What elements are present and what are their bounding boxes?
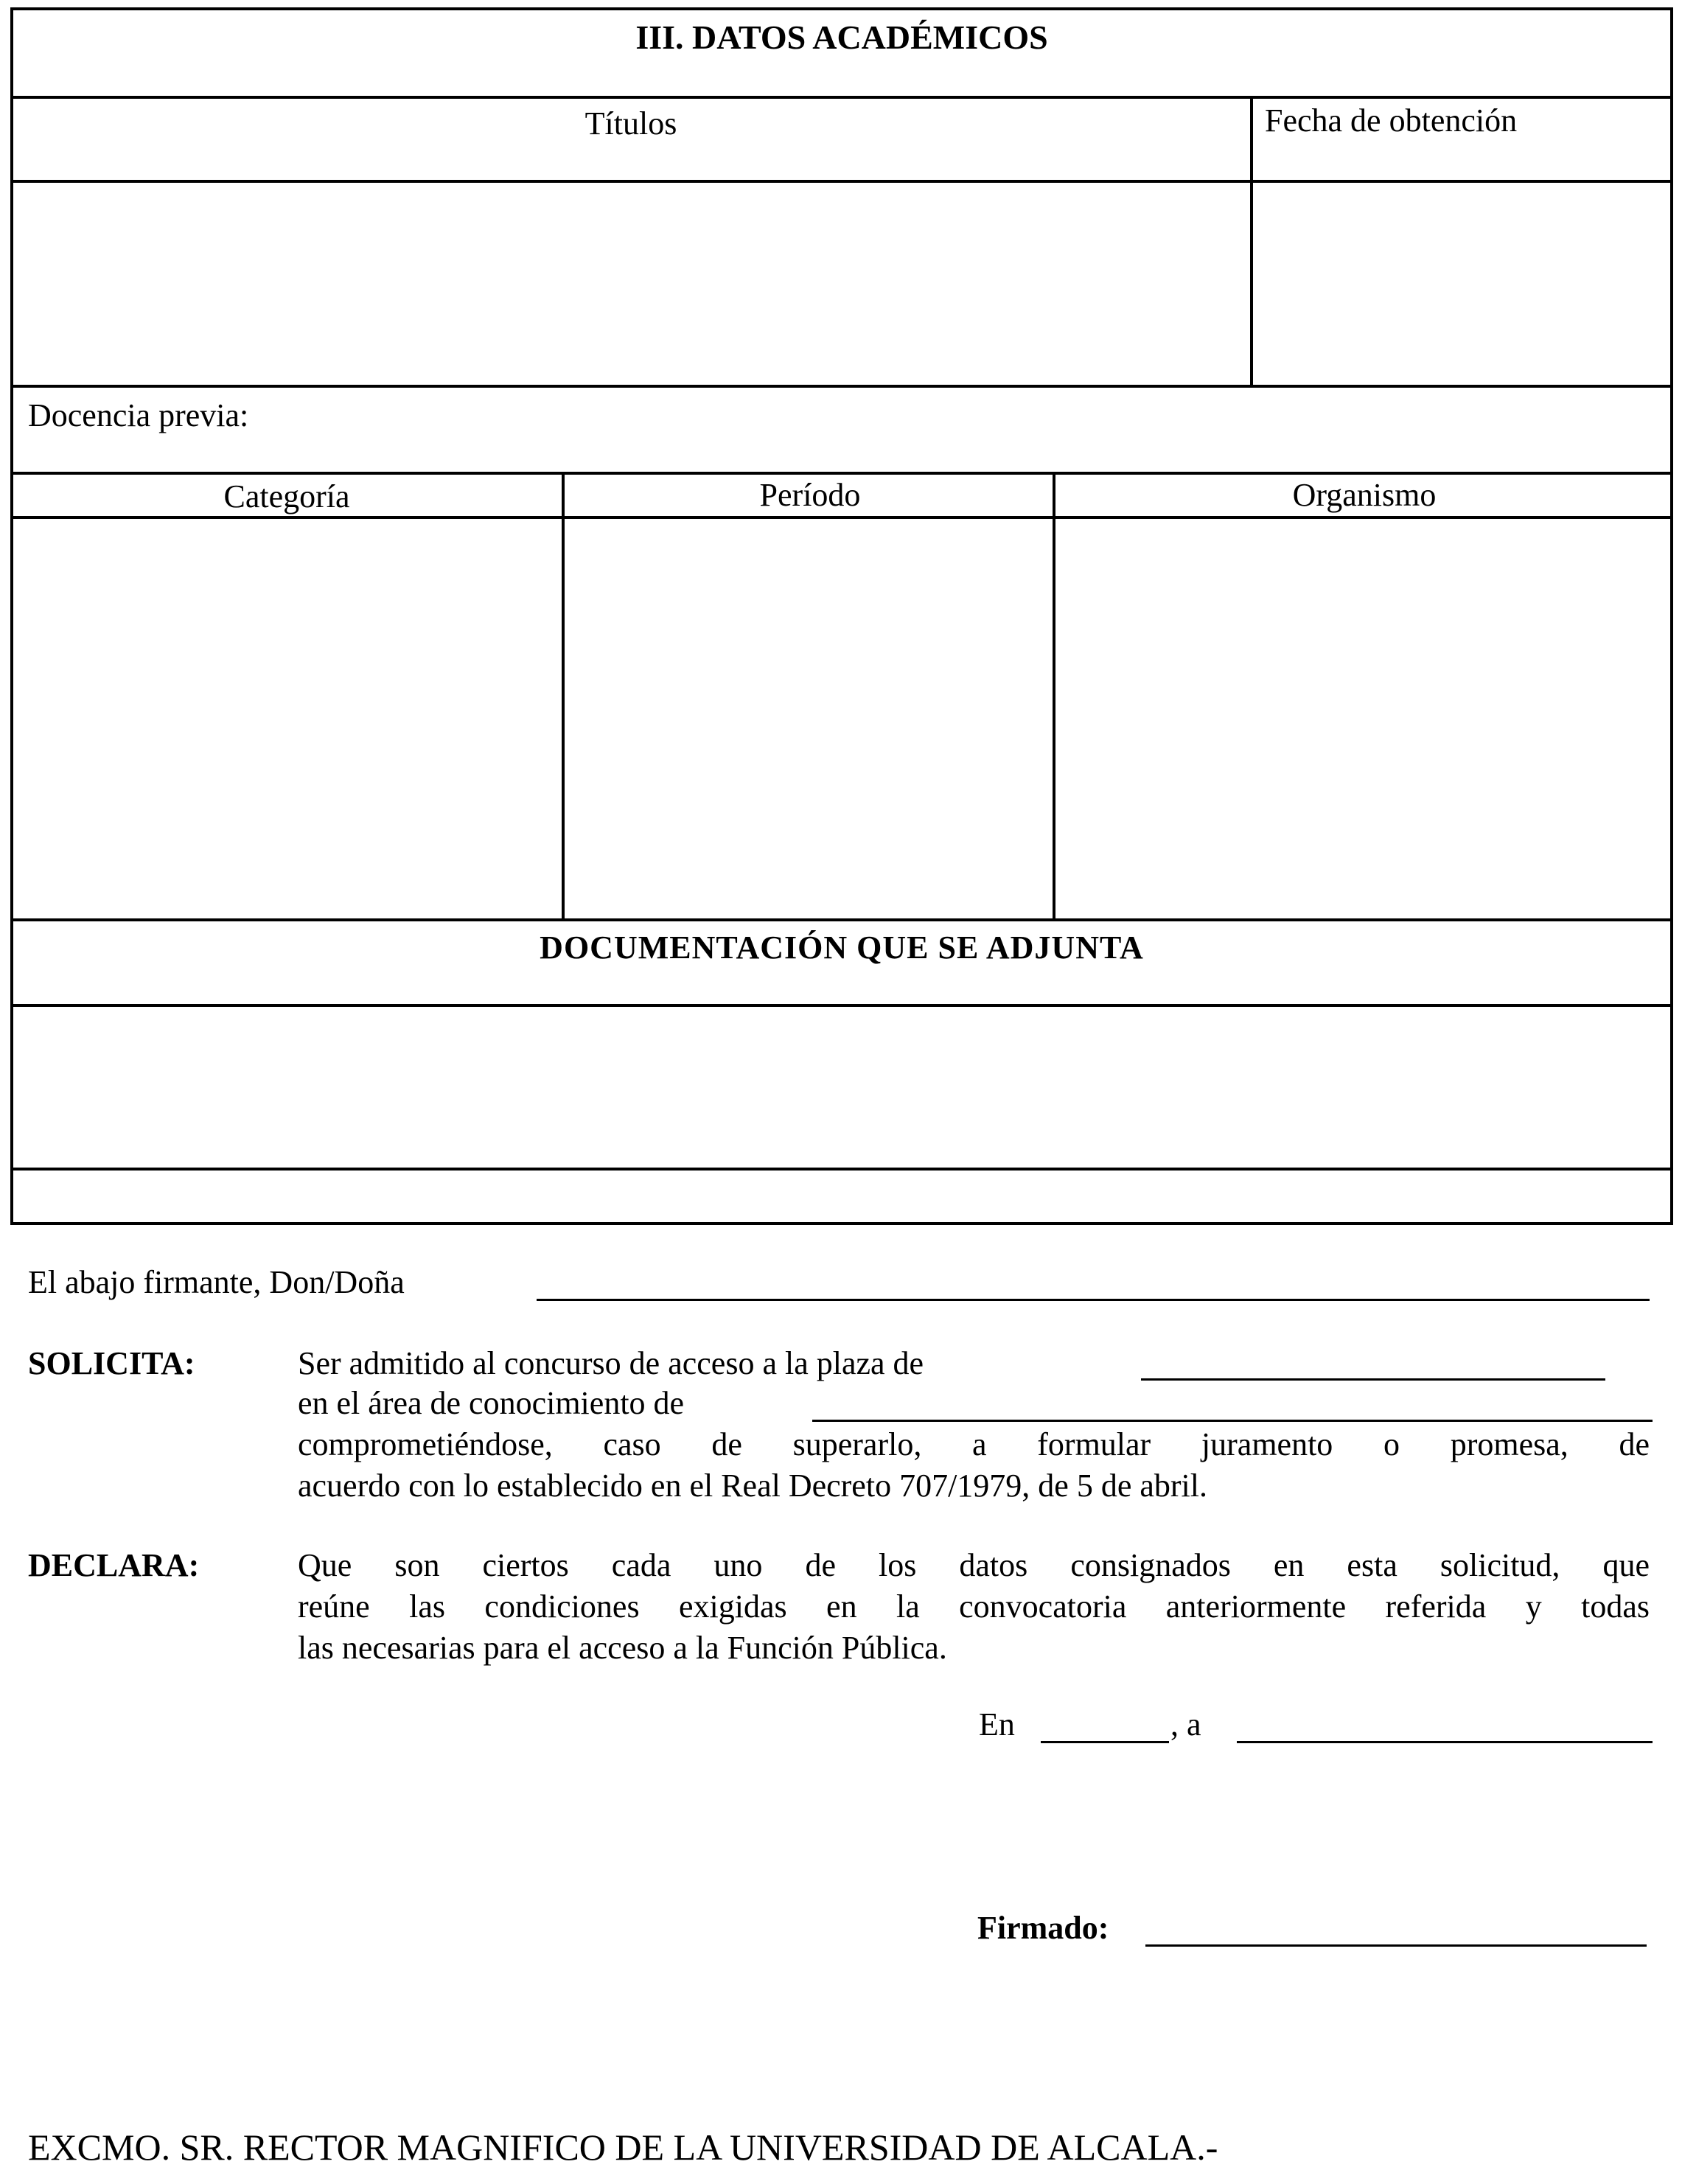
divider	[10, 96, 1673, 99]
periodo-entry-cell[interactable]	[565, 519, 1053, 918]
divider	[10, 472, 1673, 475]
divider	[10, 385, 1673, 388]
organismo-entry-cell[interactable]	[1055, 519, 1670, 918]
firmante-label: El abajo firmante, Don/Doña	[28, 1264, 405, 1300]
a-label: , a	[1170, 1706, 1201, 1742]
solicita-line-3: comprometiéndose, caso de superarlo, a formular juramento o promesa, de	[298, 1426, 1650, 1462]
lugar-field[interactable]	[1041, 1741, 1169, 1743]
divider	[10, 1168, 1673, 1171]
fecha-entry-cell[interactable]	[1253, 183, 1670, 385]
declara-line-1: Que son ciertos cada uno de los datos consignados en esta solicitud, que	[298, 1547, 1650, 1583]
column-header-categoria: Categoría	[223, 478, 350, 514]
declara-label: DECLARA:	[28, 1547, 200, 1583]
solicita-line-1: Ser admitido al concurso de acceso a la plaza de	[298, 1345, 924, 1381]
declara-line-2: reúne las condiciones exigidas en la convocatoria anteriormente referida y todas	[298, 1588, 1650, 1625]
addressee: EXCMO. SR. RECTOR MAGNIFICO DE LA UNIVERSIDAD DE ALCALA.-	[28, 2127, 1218, 2168]
firmante-name-field[interactable]	[537, 1299, 1650, 1301]
documentacion-title: DOCUMENTACIÓN QUE SE ADJUNTA	[540, 929, 1144, 966]
fecha-field[interactable]	[1237, 1741, 1653, 1743]
en-label: En	[979, 1706, 1015, 1742]
column-header-organismo: Organismo	[1292, 477, 1437, 513]
declara-line-3: las necesarias para el acceso a la Función Pública.	[298, 1630, 947, 1666]
solicita-line-4: acuerdo con lo establecido en el Real Decreto 707/1979, de 5 de abril.	[298, 1468, 1207, 1504]
documentacion-entry-cell[interactable]	[13, 1007, 1670, 1168]
column-header-periodo: Período	[759, 477, 861, 513]
solicita-label: SOLICITA:	[28, 1345, 195, 1381]
column-header-fecha: Fecha de obtención	[1265, 102, 1518, 139]
titulos-entry-cell[interactable]	[13, 183, 1250, 385]
solicita-line-2: en el área de conocimiento de	[298, 1385, 685, 1421]
divider	[10, 918, 1673, 921]
plaza-field[interactable]	[1141, 1378, 1605, 1381]
section-title: III. DATOS ACADÉMICOS	[635, 18, 1048, 56]
column-header-titulos: Títulos	[584, 105, 677, 142]
firmado-label: Firmado:	[977, 1910, 1109, 1946]
firma-field[interactable]	[1145, 1944, 1647, 1947]
categoria-entry-cell[interactable]	[13, 519, 562, 918]
docencia-previa-label: Docencia previa:	[28, 397, 249, 433]
area-conocimiento-field[interactable]	[812, 1420, 1653, 1422]
